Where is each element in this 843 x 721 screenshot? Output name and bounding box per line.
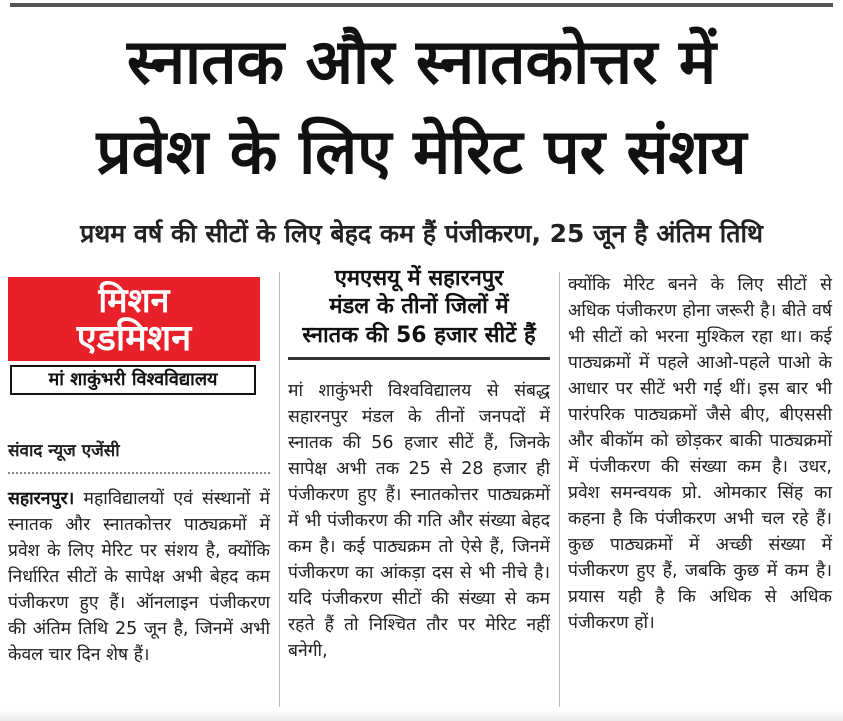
agency-byline: संवाद न्यूज एजेंसी bbox=[8, 441, 120, 461]
headline-line-1: स्नातक और स्नातकोत्तर में bbox=[126, 25, 717, 98]
byline-divider bbox=[8, 472, 270, 474]
headline-line-2: प्रवेश के लिए मेरिट पर संशय bbox=[96, 115, 747, 188]
column-1-text: महाविद्यालयों एवं संस्थानों में स्नातक और स्नातकोत्तर पाठ्यक्रमों में प्रवेश के लिए मेरिट पर संशय है, क्योंकि निर्धारित सीटों के सापेक्ष अभी बेहद कम पंजीकरण हुए हैं। ऑनलाइन पंजीकरण की अंतिम तिथि 25 जून है, जिनमें अभी केवल चार दिन शेष हैं। bbox=[8, 489, 270, 665]
page-bottom-edge bbox=[0, 710, 843, 721]
article-column-2: मां शाकुंभरी विश्वविद्यालय से संबद्ध सहारनपुर मंडल के तीनों जनपदों में स्नातक की 56 हजार सीटें हैं, जिनके सापेक्ष अभी तक 25 से 28 हजार ही पंजीकरण हुए हैं। स्नातकोत्तर पाठ्यक्रमों में भी पंजीकरण की गति और संख्या बेहद कम है। कई पाठ्यक्रम तो ऐसे हैं, जिनमें पंजीकरण का आंकड़ा दस से भी नीचे है। यदि पंजीकरण सीटों की संख्या से कम रहते हैं तो निश्चित तौर पर मेरिट नहीं बनेगी, bbox=[288, 381, 550, 661]
highlight-box bbox=[288, 265, 550, 360]
article-column-3: क्योंकि मेरिट बनने के लिए सीटों से अधिक पंजीकरण होना जरूरी है। बीते वर्ष भी सीटों को भरना मुश्किल रहा था। कई पाठ्यक्रमों में पहले आओ-पहले पाओ के आधार पर सीटें भरी गई थीं। इस बार भी पारंपरिक पाठ्यक्रमों जैसे बीए, बीएससी और बीकॉम को छोड़कर बाकी पाठ्यक्रमों में पंजीकरण की संख्या कम है। उधर, प्रवेश समन्वयक प्रो. ओमकार सिंह का कहना है कि पंजीकरण अभी चल रहे हैं। कुछ पाठ्यक्रमों में अच्छी संख्या में पंजीकरण हुए हैं, जबकि कुछ में कम है। प्रयास यही है कि अधिक से अधिक पंजीकरण हों। bbox=[568, 275, 832, 633]
highlight-title-line-1: एमएसयू में सहारनपुर bbox=[334, 266, 504, 291]
mission-line-1: मिशन bbox=[98, 281, 170, 321]
highlight-title-line-3: स्नातक की 56 हजार सीटें हैं bbox=[302, 323, 536, 348]
highlight-rule bbox=[288, 357, 550, 360]
column-divider-1 bbox=[279, 272, 280, 707]
university-label: मां शाकुंभरी विश्वविद्यालय bbox=[10, 365, 256, 395]
highlight-title-line-2: मंडल के तीनों जिलों में bbox=[329, 294, 509, 319]
article-column-1 bbox=[8, 486, 270, 668]
dateline: सहारनपुर। bbox=[8, 489, 75, 509]
subheadline: प्रथम वर्ष की सीटों के लिए बेहद कम हैं पंजीकरण, 25 जून है अंतिम तिथि bbox=[80, 219, 763, 248]
mission-line-2: एडमिशन bbox=[76, 318, 192, 359]
mission-admission-box bbox=[8, 277, 260, 390]
top-rule bbox=[10, 3, 833, 7]
column-divider-2 bbox=[559, 272, 560, 707]
mission-banner bbox=[8, 277, 260, 361]
